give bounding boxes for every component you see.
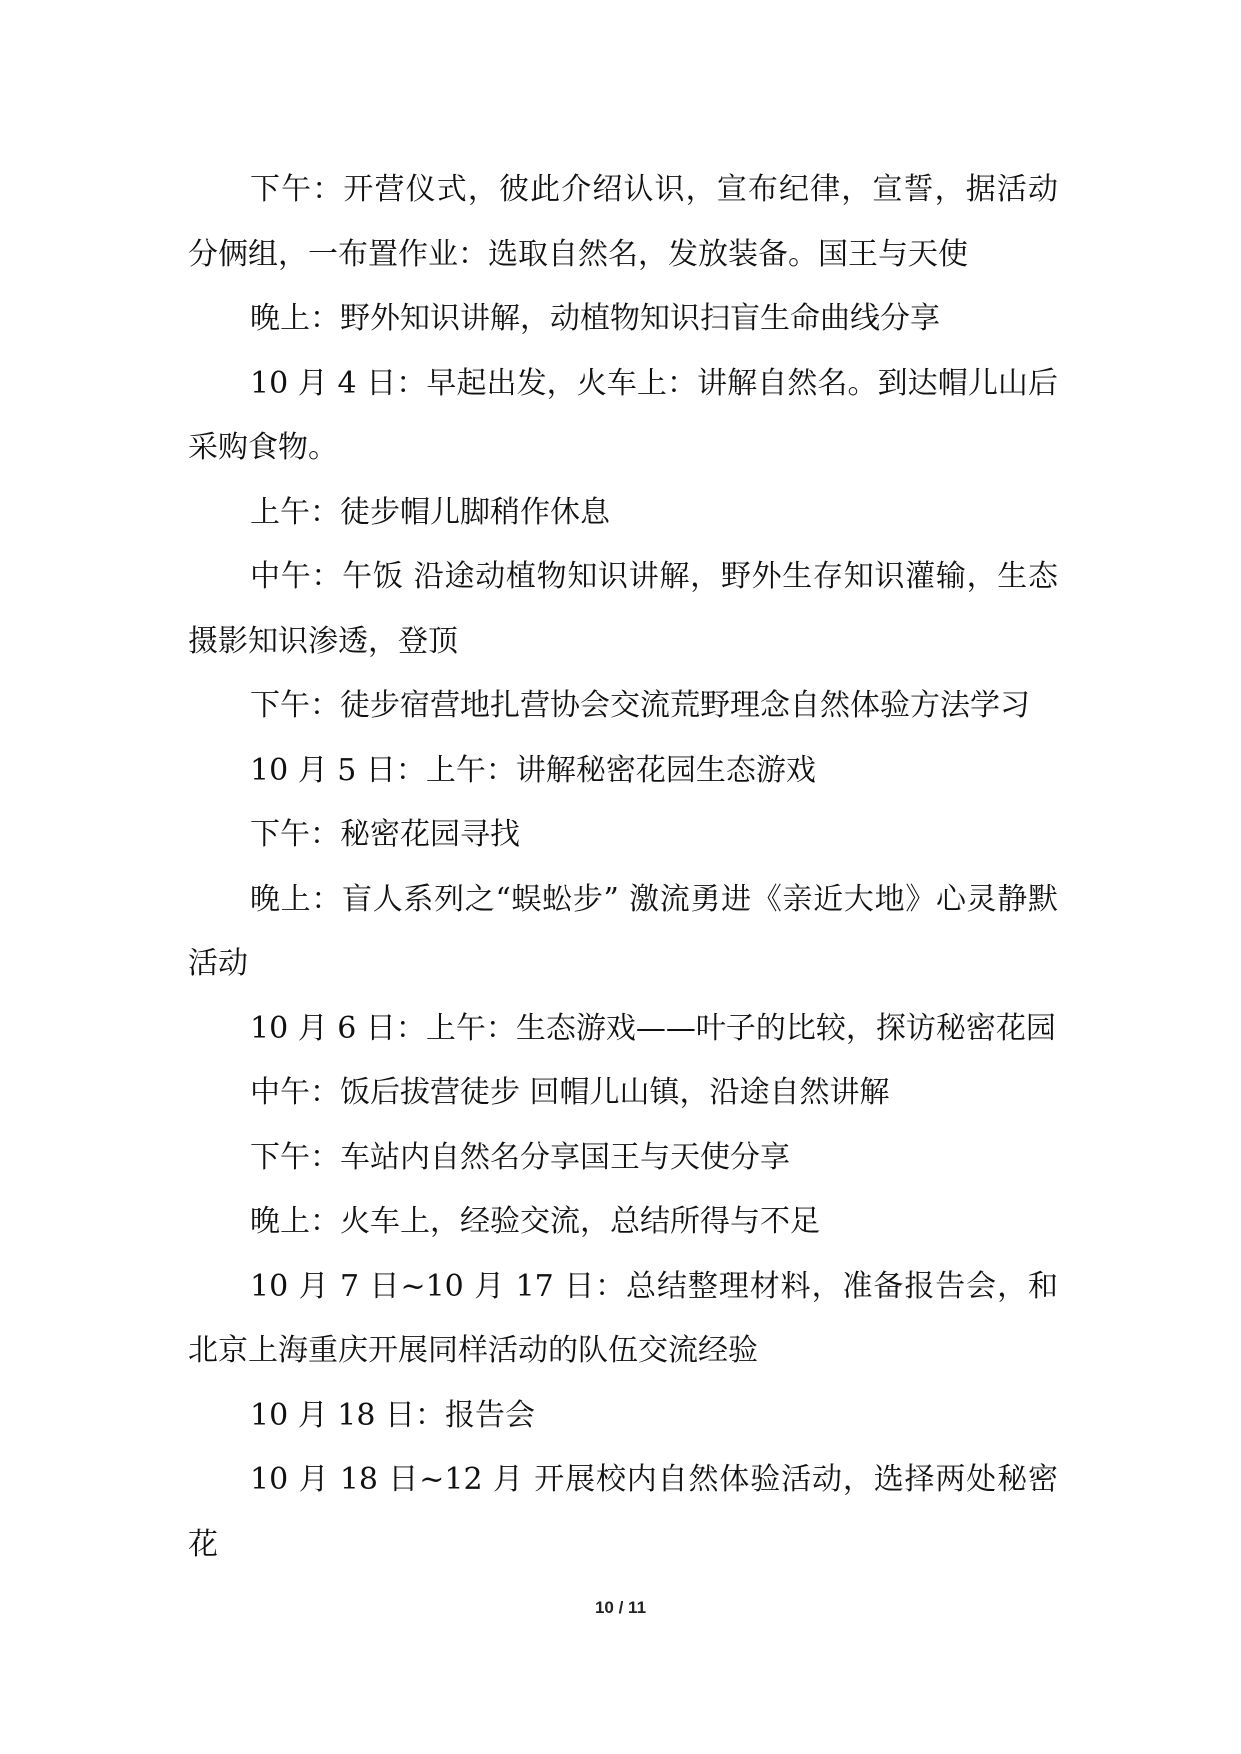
paragraph: 晚上：火车上，经验交流，总结所得与不足 bbox=[250, 1204, 820, 1239]
paragraph: 10 月 18 日~12 月 开展校内自然体验活动，选择两处秘密花 bbox=[188, 1462, 1058, 1562]
paragraph: 中午：饭后拔营徒步 回帽儿山镇，沿途自然讲解 bbox=[250, 1075, 890, 1110]
paragraph: 10 月 7 日~10 月 17 日：总结整理材料，准备报告会，和北京上海重庆开展同样活动的队伍交流经验 bbox=[188, 1268, 1058, 1368]
paragraph: 上午：徒步帽儿脚稍作休息 bbox=[250, 494, 610, 530]
paragraph: 10 月 4 日：早起出发，火车上：讲解自然名。到达帽儿山后采购食物。 bbox=[188, 365, 1058, 465]
document-body bbox=[188, 158, 1058, 1577]
paragraph: 下午：开营仪式，彼此介绍认识，宣布纪律，宣誓，据活动分俩组，一布置作业：选取自然名，发放装备。国王与天使 bbox=[188, 172, 1058, 272]
paragraph: 10 月 18 日：报告会 bbox=[250, 1397, 535, 1433]
paragraph: 下午：车站内自然名分享国王与天使分享 bbox=[250, 1139, 790, 1175]
paragraph: 晚上：盲人系列之“蜈蚣步” 激流勇进《亲近大地》心灵静默活动 bbox=[188, 881, 1058, 981]
paragraph: 下午：秘密花园寻找 bbox=[250, 817, 520, 852]
paragraph: 中午：午饭 沿途动植物知识讲解，野外生存知识灌输，生态摄影知识渗透，登顶 bbox=[188, 559, 1058, 659]
paragraph: 下午：徒步宿营地扎营协会交流荒野理念自然体验方法学习 bbox=[250, 688, 1030, 723]
paragraph: 晚上：野外知识讲解，动植物知识扫盲生命曲线分享 bbox=[250, 301, 940, 336]
page-number: 10 / 11 bbox=[594, 1598, 647, 1617]
paragraph: 10 月 6 日：上午：生态游戏——叶子的比较，探访秘密花园 bbox=[250, 1010, 1056, 1046]
paragraph: 10 月 5 日：上午：讲解秘密花园生态游戏 bbox=[250, 752, 816, 788]
